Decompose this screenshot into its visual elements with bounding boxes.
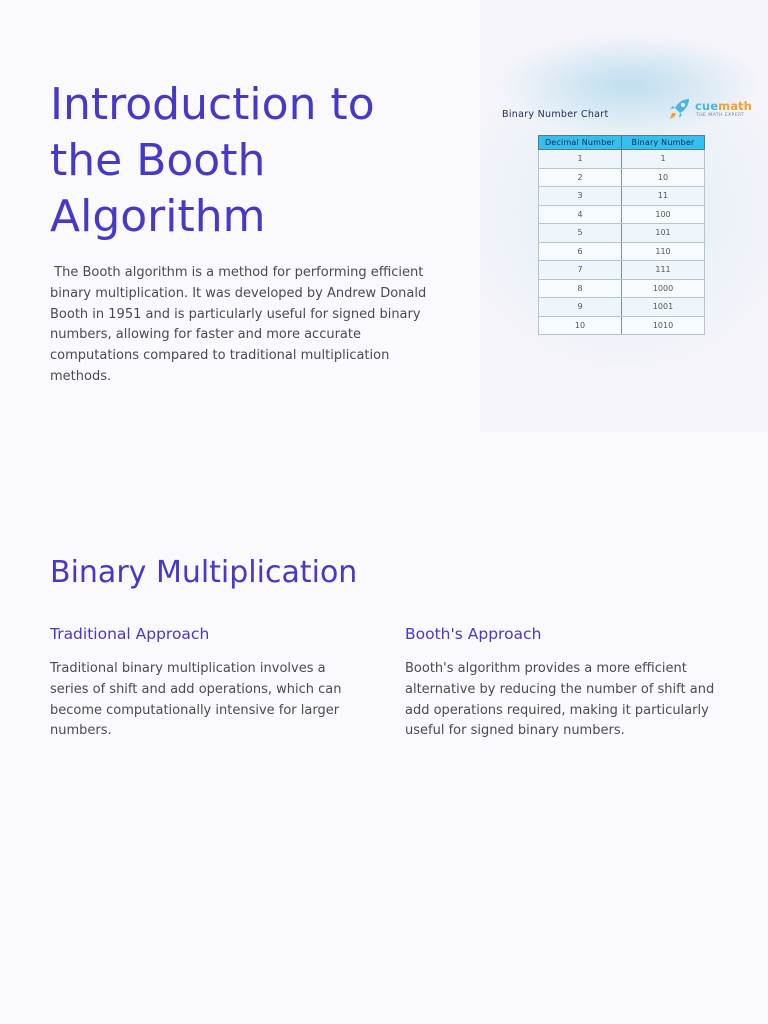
brand-tagline: THE MATH EXPERT <box>696 113 745 118</box>
table-row <box>539 279 705 298</box>
binary-cell: 100 <box>622 205 705 224</box>
decimal-cell: 3 <box>539 187 622 206</box>
traditional-approach-text: Traditional binary multiplication involves a series of shift and add operations, which can become computationally intensive for larger numbers. <box>50 661 342 739</box>
binary-cell: 110 <box>622 242 705 261</box>
brand-name: cuemath <box>695 99 752 113</box>
table-row <box>539 224 705 243</box>
table-header-row <box>539 136 705 150</box>
decimal-cell: 1 <box>539 150 622 169</box>
decimal-cell: 8 <box>539 279 622 298</box>
decimal-cell: 6 <box>539 242 622 261</box>
binary-cell: 101 <box>622 224 705 243</box>
binary-cell: 11 <box>622 187 705 206</box>
traditional-approach-heading: Traditional Approach <box>50 625 210 643</box>
table-row <box>539 187 705 206</box>
table-row <box>539 205 705 224</box>
intro-paragraph: The Booth algorithm is a method for performing efficient binary multiplication. It was developed by Andrew Donald Booth in 1951 and is particularly useful for signed binary numbers, allowing for faster and more accurate computations compared to traditional multiplication methods. <box>50 265 431 384</box>
table-row <box>539 150 705 169</box>
binary-cell: 10 <box>622 168 705 187</box>
decimal-cell: 10 <box>539 316 622 335</box>
decimal-cell: 9 <box>539 298 622 317</box>
table-row <box>539 242 705 261</box>
header-binary: Binary Number <box>622 136 705 150</box>
decimal-cell: 7 <box>539 261 622 280</box>
rocket-icon <box>667 97 691 121</box>
booths-approach-heading: Booth's Approach <box>405 625 542 643</box>
booths-approach-text: Booth's algorithm provides a more efficient alternative by reducing the number of shift and add operations required, making it particularly useful for signed binary numbers. <box>405 661 715 739</box>
binary-cell: 1001 <box>622 298 705 317</box>
header-decimal: Decimal Number <box>539 136 622 150</box>
cuemath-logo <box>667 97 762 123</box>
binary-chart-image <box>480 0 768 432</box>
table-row <box>539 168 705 187</box>
binary-cell: 111 <box>622 261 705 280</box>
chart-title: Binary Number Chart <box>502 109 609 120</box>
binary-cell: 1000 <box>622 279 705 298</box>
decimal-cell: 5 <box>539 224 622 243</box>
binary-cell: 1 <box>622 150 705 169</box>
decimal-cell: 4 <box>539 205 622 224</box>
intro-title: Introduction to the Booth Algorithm <box>50 79 375 242</box>
decimal-cell: 2 <box>539 168 622 187</box>
binary-cell: 1010 <box>622 316 705 335</box>
section-title: Binary Multiplication <box>50 555 358 590</box>
table-row <box>539 298 705 317</box>
binary-number-table <box>538 135 705 335</box>
table-row <box>539 316 705 335</box>
table-row <box>539 261 705 280</box>
